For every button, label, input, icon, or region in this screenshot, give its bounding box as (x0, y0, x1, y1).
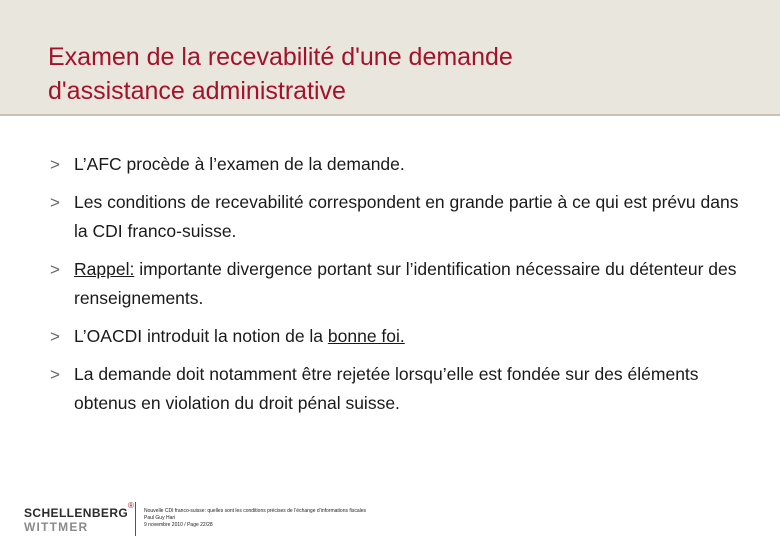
bullet-underlined-prefix: Rappel: (74, 259, 135, 279)
bullet-item (50, 255, 750, 313)
bullet-marker: > (50, 260, 60, 279)
footer-divider (135, 502, 136, 536)
logo-line2: WITTMER (24, 520, 89, 534)
bullet-list (50, 150, 750, 427)
title-band (0, 0, 780, 116)
footer-presentation-title: Nouvelle CDI franco-suisse: quelles sont les conditions précises de l’échange d’informations fiscales (144, 508, 367, 514)
bullet-marker: > (50, 365, 60, 384)
slide-title-line1: Examen de la recevabilité d'une demande (48, 43, 513, 71)
footer-text (144, 508, 564, 529)
bullet-item (50, 188, 750, 246)
bullet-item (50, 150, 750, 179)
slide-title-line2: d'assistance administrative (48, 77, 346, 105)
footer-author: Paul Guy Hari (144, 515, 176, 521)
bullet-text: importante divergence portant sur l’identification nécessaire du détenteur des renseignements. (74, 259, 737, 308)
bullet-underlined-suffix: bonne foi. (327, 326, 405, 346)
bullet-text: Les conditions de recevabilité correspondent en grande partie à ce qui est prévu dans la CDI franco-suisse. (74, 192, 739, 241)
bullet-marker: > (50, 193, 60, 212)
bullet-marker: > (50, 327, 60, 346)
company-logo (24, 500, 136, 536)
bullet-text: La demande doit notamment être rejetée lorsqu’elle est fondée sur des éléments obtenus en violation du droit pénal suisse. (74, 364, 699, 413)
bullet-marker: > (50, 155, 60, 174)
bullet-item (50, 322, 750, 351)
bullet-item (50, 360, 750, 418)
bullet-text: L’OACDI introduit la notion de la (74, 326, 328, 346)
slide-title (48, 40, 748, 108)
registered-mark-icon: ® (128, 501, 134, 510)
logo-line1: SCHELLENBERG (24, 506, 129, 520)
bullet-text: L’AFC procède à l’examen de la demande. (74, 154, 405, 174)
footer-date-page: 9 novembre 2010 / Page 22/28 (144, 522, 213, 528)
